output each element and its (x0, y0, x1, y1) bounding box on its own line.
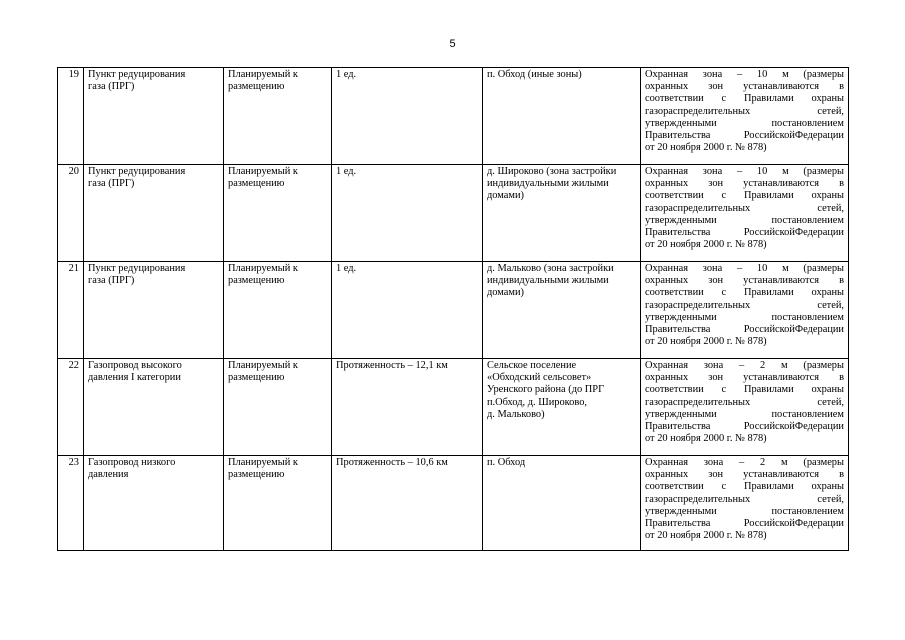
cell-text-line: от 20 ноября 2000 г. № 878) (645, 239, 767, 251)
cell-text-line: Планируемый к (228, 69, 298, 80)
status-cell (224, 359, 332, 456)
cell-text-line: д. Мальково (зона застройки (487, 263, 614, 274)
cell-text-line: д. Мальково) (487, 408, 545, 420)
cell-text-line: размещению (228, 81, 285, 93)
cell-text-line: соответствии с Правилами охраны (645, 190, 844, 202)
cell-text-line: соответствии с Правилами охраны (645, 384, 844, 396)
status-cell (224, 456, 332, 551)
location-cell (483, 359, 641, 456)
row-number-cell: 19 (58, 68, 84, 165)
row-number-cell: 23 (58, 456, 84, 551)
object-name-cell (84, 456, 224, 551)
cell-text-line: Охранная зона – 10 м (размеры (645, 263, 844, 274)
cell-text-line: соответствии с Правилами охраны (645, 481, 844, 493)
cell-text-line: газораспределительных сетей, (645, 493, 844, 505)
cell-text-line: давления I категории (88, 372, 181, 384)
cell-text-line: соответствии с Правилами охраны (645, 93, 844, 105)
location-cell (483, 68, 641, 165)
cell-text-line: Охранная зона – 2 м (размеры (645, 360, 844, 371)
cell-text-line: охранных зон устанавливаются в (645, 81, 844, 93)
cell-text-line: Правительства РоссийскойФедерации (645, 518, 844, 530)
cell-text-line: давления (88, 469, 129, 481)
cell-text-line: охранных зон устанавливаются в (645, 178, 844, 190)
cell-text-line: домами) (487, 190, 524, 202)
location-cell (483, 262, 641, 359)
cell-text-line: Правительства РоссийскойФедерации (645, 324, 844, 336)
cell-text-line: Пункт редуцирования (88, 263, 186, 274)
protection-zone-cell (641, 165, 849, 262)
protection-zone-cell (641, 262, 849, 359)
cell-text-line: п. Обход (487, 457, 526, 468)
cell-text-line: размещению (228, 372, 285, 384)
cell-text-line: индивидуальными жилыми (487, 275, 609, 287)
object-name-cell (84, 68, 224, 165)
cell-text-line: охранных зон устанавливаются в (645, 275, 844, 287)
cell-text-line: от 20 ноября 2000 г. № 878) (645, 530, 767, 542)
table-row (58, 456, 849, 551)
cell-text-line: газа (ПРГ) (88, 178, 135, 190)
capacity-cell (332, 165, 483, 262)
cell-text-line: охранных зон устанавливаются в (645, 372, 844, 384)
cell-text-line: утвержденными постановлением (645, 214, 844, 226)
cell-text-line: утвержденными постановлением (645, 408, 844, 420)
row-number-cell: 20 (58, 165, 84, 262)
page-number: 5 (449, 38, 456, 50)
cell-text-line: Правительства РоссийскойФедерации (645, 130, 844, 142)
cell-text-line: Протяженность – 12,1 км (336, 360, 448, 371)
cell-text-line: от 20 ноября 2000 г. № 878) (645, 142, 767, 154)
cell-text-line: газа (ПРГ) (88, 81, 135, 93)
cell-text-line: Планируемый к (228, 457, 298, 468)
capacity-cell (332, 68, 483, 165)
cell-text-line: газораспределительных сетей, (645, 105, 844, 117)
cell-text-line: газа (ПРГ) (88, 275, 135, 287)
row-number-cell: 22 (58, 359, 84, 456)
cell-text-line: от 20 ноября 2000 г. № 878) (645, 336, 767, 348)
row-number-cell: 21 (58, 262, 84, 359)
capacity-cell (332, 456, 483, 551)
cell-text-line: Планируемый к (228, 360, 298, 371)
cell-text-line: размещению (228, 275, 285, 287)
cell-text-line: Сельское поселение (487, 360, 577, 371)
cell-text-line: утвержденными постановлением (645, 505, 844, 517)
object-name-cell (84, 165, 224, 262)
cell-text-line: Планируемый к (228, 263, 298, 274)
cell-text-line: Охранная зона – 10 м (размеры (645, 69, 844, 80)
protection-zone-cell (641, 359, 849, 456)
facilities-table (57, 67, 849, 551)
cell-text-line: домами) (487, 287, 524, 299)
cell-text-line: Газопровод высокого (88, 360, 182, 371)
protection-zone-cell (641, 456, 849, 551)
cell-text-line: 1 ед. (336, 263, 357, 274)
object-name-cell (84, 359, 224, 456)
cell-text-line: Правительства РоссийскойФедерации (645, 227, 844, 239)
location-cell (483, 456, 641, 551)
cell-text-line: д. Широково (зона застройки (487, 166, 617, 177)
cell-text-line: Охранная зона – 10 м (размеры (645, 166, 844, 177)
object-name-cell (84, 262, 224, 359)
cell-text-line: индивидуальными жилыми (487, 178, 609, 190)
cell-text-line: Уренского района (до ПРГ (487, 384, 605, 396)
status-cell (224, 165, 332, 262)
cell-text-line: 1 ед. (336, 69, 357, 80)
capacity-cell (332, 359, 483, 456)
table-row (58, 68, 849, 165)
cell-text-line: охранных зон устанавливаются в (645, 469, 844, 481)
cell-text-line: размещению (228, 178, 285, 190)
cell-text-line: газораспределительных сетей, (645, 396, 844, 408)
cell-text-line: утвержденными постановлением (645, 117, 844, 129)
cell-text-line: Планируемый к (228, 166, 298, 177)
cell-text-line: Газопровод низкого (88, 457, 176, 468)
cell-text-line: соответствии с Правилами охраны (645, 287, 844, 299)
cell-text-line: Протяженность – 10,6 км (336, 457, 448, 468)
cell-text-line: размещению (228, 469, 285, 481)
cell-text-line: Охранная зона – 2 м (размеры (645, 457, 844, 468)
cell-text-line: п. Обход (иные зоны) (487, 69, 582, 80)
table-body (58, 68, 849, 551)
location-cell (483, 165, 641, 262)
status-cell (224, 68, 332, 165)
cell-text-line: газораспределительных сетей, (645, 299, 844, 311)
cell-text-line: 1 ед. (336, 166, 357, 177)
capacity-cell (332, 262, 483, 359)
cell-text-line: «Обходский сельсовет» (487, 372, 592, 384)
table-row (58, 262, 849, 359)
cell-text-line: газораспределительных сетей, (645, 202, 844, 214)
table-row (58, 359, 849, 456)
cell-text-line: п.Обход, д. Широково, (487, 396, 587, 408)
protection-zone-cell (641, 68, 849, 165)
cell-text-line: Правительства РоссийскойФедерации (645, 421, 844, 433)
cell-text-line: от 20 ноября 2000 г. № 878) (645, 433, 767, 445)
table-row (58, 165, 849, 262)
cell-text-line: Пункт редуцирования (88, 69, 186, 80)
cell-text-line: утвержденными постановлением (645, 311, 844, 323)
cell-text-line: Пункт редуцирования (88, 166, 186, 177)
status-cell (224, 262, 332, 359)
